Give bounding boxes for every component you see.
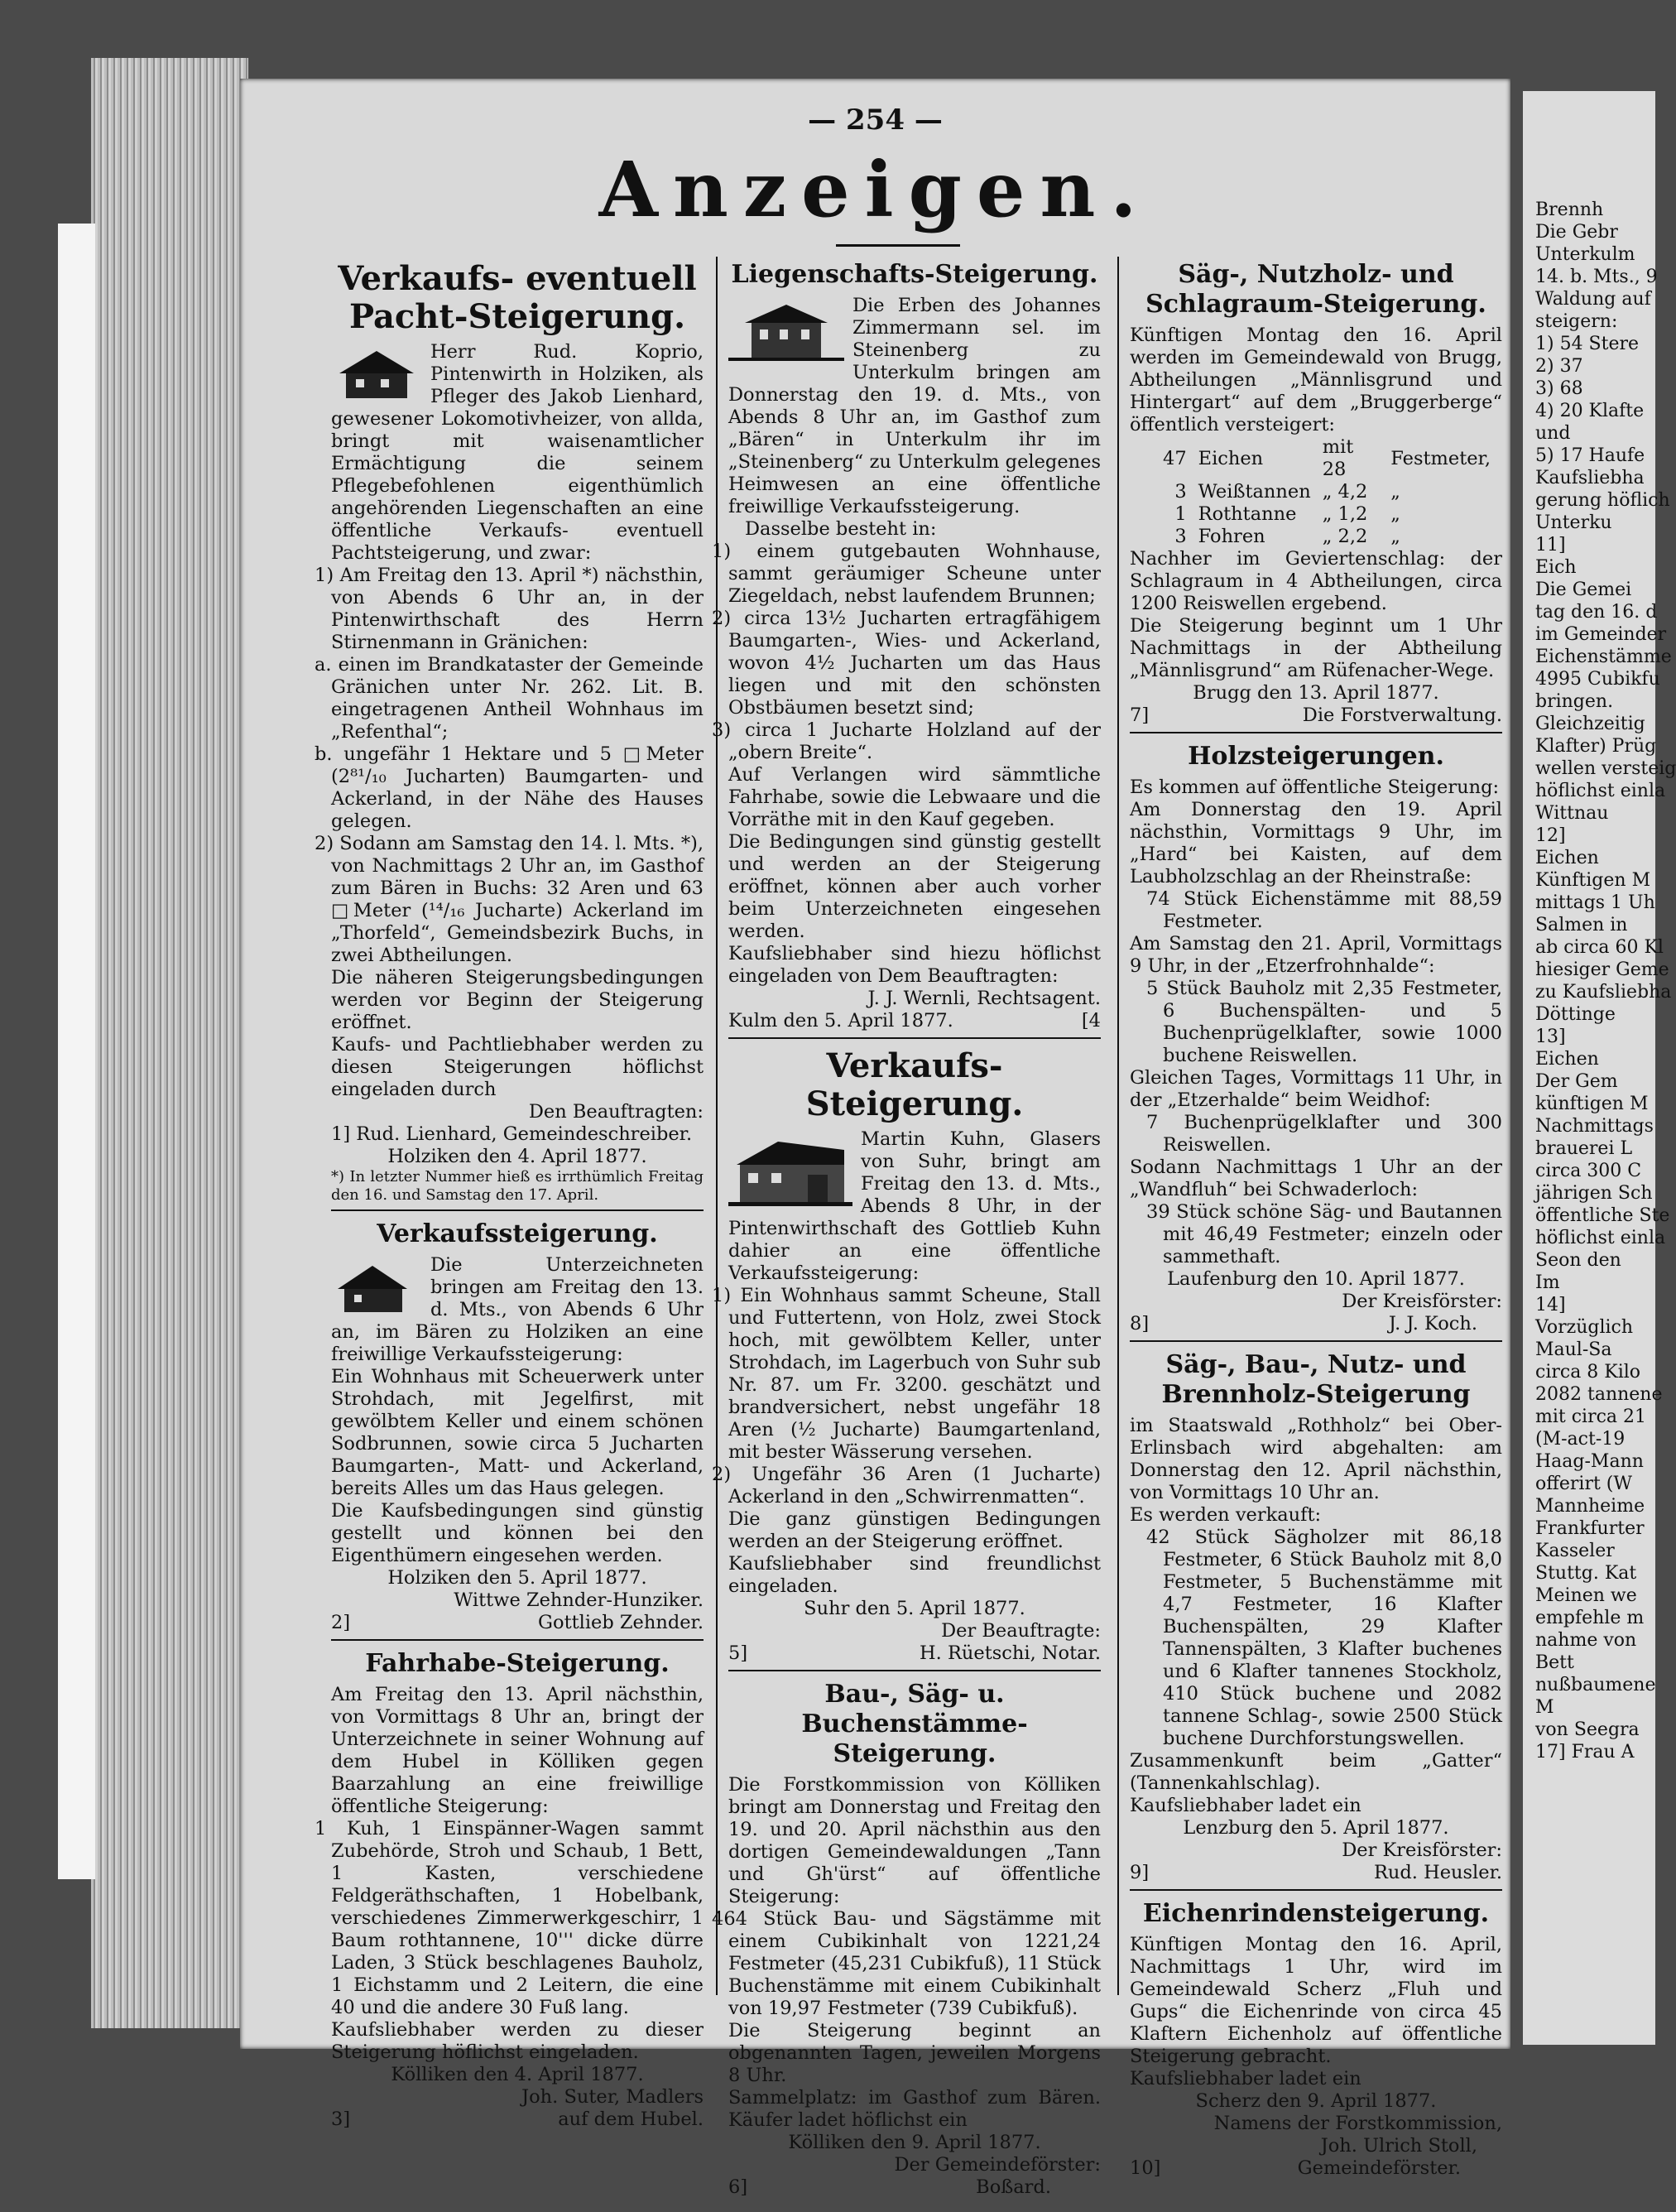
ad-text: Gleichen Tages, Vormittags 11 Uhr, in der „Etzerhalde“ beim Weidhof: [1130,1067,1502,1111]
ad-signer: J. J. Koch. [1388,1313,1477,1334]
ad-text: Auf Verlangen wird sämmtliche Fahrhabe, sowie die Lebwaare und die Vorräthe mit in den Kauf gegeben. [728,764,1101,830]
ad-signer: H. Rüetschi, Notar. [920,1642,1101,1664]
next-page-line: Haag-Mann [1535,1451,1644,1472]
ad-saeg-bau-nutz-brennholz [1130,1350,1502,1891]
next-page-line: zu Kaufsliebha [1535,982,1672,1003]
ad-title: Verkaufs- eventuell Pacht-Steigerung. [338,259,697,336]
ad-signer: Rud. Heusler. [1373,1862,1502,1883]
ad-text: Kaufsliebhaber sind hiezu höflichst eingeladen von Dem Beauftragten: [728,943,1101,987]
page-heading: Anzeigen. [598,145,1152,234]
column-divider [716,257,718,1995]
timber-table-cell: „ 2,2 [1322,526,1368,547]
timber-table-row [1163,436,1502,481]
ad-item: 7 Buchenprügelklafter und 300 Reiswellen. [1146,1112,1502,1156]
timber-table-cell: Festmeter, [1390,447,1491,469]
next-page-line: ab circa 60 Kl [1535,937,1664,958]
next-page-line: Eichen [1535,1049,1599,1070]
next-page-line: Bett [1535,1652,1574,1673]
ad-text: Es werden verkauft: [1130,1504,1322,1526]
next-page-line: empfehle m [1535,1608,1645,1628]
ad-date: Kölliken den 4. April 1877. [391,2064,644,2085]
ad-item: 464 Stück Bau- und Sägstämme mit einem Cubikinhalt von 1221,24 Festmeter (45,231 Cubikfuß), 11 Stück Buchenstämme mit einem Cubikinhalt von 19,97 Festmeter (739 Cubikfuß). [712,1908,1101,2019]
next-page-line: Eichen [1535,848,1599,868]
ad-text: Nachher im Geviertenschlag: der Schlagraum in 4 Abtheilungen, circa 1200 Reiswellen ergebend. [1130,548,1502,614]
next-page-line: Die Gebr [1535,222,1618,243]
next-page-line: offerirt (W [1535,1474,1632,1494]
ad-signer: Die Forstverwaltung. [1302,704,1502,726]
timber-table-row [1163,503,1502,526]
ad-item: 74 Stück Eichenstämme mit 88,59 Festmeter. [1146,888,1502,932]
house-woodcut-icon [331,1257,422,1315]
next-page-line: M [1535,1697,1554,1718]
next-page-line: im Gemeinder [1535,624,1667,645]
next-page-line: 17] Frau A [1535,1742,1635,1762]
ad-title: Säg-, Bau-, Nutz- und Brennholz-Steigerung [1161,1350,1471,1409]
next-page-line: höflichst einla [1535,781,1666,801]
ad-date: Kölliken den 9. April 1877. [788,2132,1041,2153]
next-page-line: nahme von [1535,1630,1637,1651]
next-page-line: jährigen Sch [1535,1183,1653,1204]
next-page-line: künftigen M [1535,1094,1649,1114]
ad-signer: Joh. Suter, Madlers [521,2086,704,2108]
ad-date: Lenzburg den 5. April 1877. [1183,1817,1449,1839]
next-page-line: 14] [1535,1295,1566,1315]
ad-date: Holziken den 4. April 1877. [387,1146,647,1167]
ad-eichenrindensteigerung [1130,1899,1502,2185]
ad-signer: Namens der Forstkommission, [1213,2113,1502,2134]
timber-table-cell: „ [1390,503,1400,525]
timber-table-cell: mit 28 [1322,436,1354,480]
ad-item: 2) Sodann am Samstag den 14. l. Mts. *), von Nachmittags 2 Uhr an, im Gasthof zum Bären in Buchs: 32 Aren und 63 □Meter (¹⁴/₁₆ Jucharte) Ackerland im „Thorfeld“, Gemeindsbezirk Buchs, in zwei Abtheilungen. [315,833,704,966]
next-page-line: nußbaumene [1535,1675,1656,1695]
ad-title: Säg-, Nutzholz- und Schlagraum-Steigerung. [1145,260,1486,319]
ad-liegenschafts-steigerung [712,260,1101,1039]
ad-signer-title: Der Kreisförster: [1342,1839,1502,1861]
ad-subitem: a. einen im Brandkataster der Gemeinde Gränichen unter Nr. 262. Lit. B. eingetragenen Antheil Wohnhaus im „Refenthal“; [315,654,704,743]
next-page-line: öffentliche Ste [1535,1205,1670,1226]
column-3 [1130,257,1502,2193]
ad-verkaufs-pacht-steigerung [315,259,704,1211]
ad-title: Bau-, Säg- u. Buchenstämme-Steigerung. [801,1680,1028,1768]
ad-item: 1) Ein Wohnhaus sammt Scheune, Stall und Futtertenn, von Holz, zwei Stock hoch, mit gewölbtem Keller, unter Strohdach, im Lagerbuch von Suhr sub Nr. 87. um Fr. 3200. geschätzt und brandversichert, nebst ungefähr 18 Aren (½ Jucharte) Baumgartenland, mit bester Wässerung versehen. [712,1285,1101,1463]
ad-ref: 8] [1130,1313,1150,1334]
book-page-edges [91,58,248,2028]
ad-signer: Boßard. [976,2176,1051,2198]
ad-date: Holziken den 5. April 1877. [387,1567,647,1589]
ad-text: Die Bedingungen sind günstig gestellt und werden an der Steigerung eröffnet, können aber auch vorher beim Unterzeichneten eingesehen werden. [728,831,1101,942]
ad-holzsteigerungen [1130,742,1502,1342]
ad-signer: Gemeindeförster. [1297,2157,1461,2179]
page-number: — 254 — [808,103,943,137]
next-page-line: 5) 17 Haufe [1535,445,1645,466]
ad-text: Am Freitag den 13. April nächsthin, von Vormittags 8 Uhr an, bringt der Unterzeichnete in seiner Wohnung auf dem Hubel in Kölliken gegen Baarzahlung an eine freiwillige öffentliche Steigerung: [331,1684,704,1817]
next-page-line: von Seegra [1535,1719,1640,1740]
ad-text: Die Forstkommission von Kölliken bringt am Donnerstag und Freitag den 19. und 20. April nächsthin aus den dortigen Gemeindewaldungen „Tann und Gh'ürst“ auf öffentliche Steigerung: [728,1774,1101,1907]
next-page-line: brauerei L [1535,1138,1633,1159]
next-page-line: Stuttg. Kat [1535,1563,1637,1584]
ad-footnote: *) In letzter Nummer hieß es irrthümlich Freitag den 16. und Samstag den 17. April. [331,1168,704,1204]
ad-text: Am Samstag den 21. April, Vormittags 9 Uhr, in der „Etzerfrohnhalde“: [1130,933,1502,977]
farmhouse-woodcut-icon [728,1132,852,1210]
next-page-line: Nachmittags [1535,1116,1654,1137]
ad-item: 39 Stück schöne Säg- und Bautannen mit 46,49 Festmeter; einzeln oder sammethaft. [1146,1201,1502,1267]
column-divider [1117,257,1119,1995]
timber-table-cell: „ 1,2 [1322,503,1368,525]
next-page-line: mit circa 21 [1535,1407,1647,1427]
ad-ref: 5] [728,1642,748,1664]
ad-item: 42 Stück Sägholzer mit 86,18 Festmeter, 6 Stück Bauholz mit 8,0 Festmeter, 5 Buchenstämme mit 4,7 Festmeter, 16 Klafter Buchenspälten, 29 Klafter Tannenspälten, 3 Klafter buchenes und 6 Klafter tannenes Stockholz, 410 Stück buchene und 2082 tannene Schlag-, sowie 2500 Stück buchene Durchforstungswellen. [1146,1527,1502,1749]
ad-text: Zusammenkunft beim „Gatter“ (Tannenkahlschlag). [1130,1750,1502,1794]
next-page-line: Meinen we [1535,1585,1637,1606]
ad-title: Eichenrindensteigerung. [1142,1899,1490,1928]
ad-text: Ein Wohnhaus mit Scheuerwerk unter Strohdach, mit Jegelfirst, mit gewölbtem Keller und einem schönen Sodbrunnen, sowie circa 5 Jucharten Baumgarten-, Matt- und Ackerland, bereits Alles um das Haus gelegen. [331,1366,704,1499]
ad-ref: 10] [1130,2157,1161,2179]
next-page-line: 14. b. Mts., 9 [1535,267,1658,287]
next-page-line: Unterku [1535,512,1612,533]
ad-signer: Wittwe Zehnder-Hunziker. [454,1589,704,1611]
next-page-line: mittags 1 Uh [1535,892,1655,913]
ad-title: Verkaufs-Steigerung. [805,1046,1024,1123]
next-page-line: Brennh [1535,200,1604,220]
ad-verkaufs-steigerung [712,1046,1101,1671]
ad-text: Dasselbe besteht in: [745,518,937,540]
timber-table-row [1163,526,1502,548]
next-page-line: 3) 68 [1535,378,1583,399]
timber-table-cell: „ [1390,526,1400,547]
ad-text: Kaufsliebhaber ladet ein [1130,1795,1361,1816]
ad-title: Liegenschafts-Steigerung. [731,260,1098,289]
ad-ref: 7] [1130,704,1150,726]
ad-date: Suhr den 5. April 1877. [804,1598,1025,1619]
next-page-line: Döttinge [1535,1004,1616,1025]
next-page-line: 2082 tannene [1535,1384,1663,1405]
ad-text: im Staatswald „Rothholz“ bei Ober-Erlinsbach wird abgehalten: am Donnerstag den 12. April nächsthin, von Vormittags 10 Uhr an. [1130,1415,1502,1503]
ad-text: Die ganz günstigen Bedingungen werden an der Steigerung eröffnet. [728,1508,1101,1552]
next-page-text [1523,91,1676,1763]
ad-item: 1) einem gutgebauten Wohnhause, sammt geräumiger Scheune unter Ziegeldach, nebst laufendem Brunnen; [712,541,1101,607]
ad-text: Die Erben des Johannes Zimmermann sel. im Steinenberg zu Unterkulm bringen am Donnerstag den 19. d. Mts., von Abends 8 Uhr an, im Gasthof zum „Bären“ in Unterkulm ihr im „Steinenberg“ zu Unterkulm gelegenes Heimwesen an eine öffentliche freiwillige Verkaufssteigerung. [728,295,1101,517]
ad-text: Herr Rud. Koprio, Pintenwirth in Holziken, als Pfleger des Jakob Lienhard, gewesener Lokomotivheizer, von allda, bringt mit waisenamtlicher Ermächtigung die seinem Pflegebefohlenen eigenthümlich angehörenden Liegenschaften an eine öffentliche Verkaufs- eventuell Pachtsteigerung, und zwar: [331,341,704,564]
ad-ref: 9] [1130,1862,1150,1883]
next-page-line: Unterkulm [1535,244,1635,265]
column-1 [315,257,704,2144]
next-page-line: höflichst einla [1535,1228,1666,1248]
next-page-line: Seon den [1535,1250,1621,1271]
ad-saeg-nutzholz-schlagraum [1130,260,1502,733]
ad-subitem: b. ungefähr 1 Hektare und 5 □Meter (2⁸¹/₁₀ Jucharten) Baumgarten- und Ackerland, in der Nähe des Hauses gelegen. [315,743,704,832]
ad-text: Kaufsliebhaber ladet ein [1130,2068,1361,2089]
next-page-line: Wittnau [1535,803,1609,824]
ad-text: Sammelplatz: im Gasthof zum Bären. Käufer ladet höflichst ein [728,2087,1101,2131]
ad-signer-title: Der Beauftragte: [941,1620,1101,1642]
ad-title: Holzsteigerungen. [1188,742,1444,771]
house-woodcut-icon [331,344,422,402]
next-page-line: Kaufsliebha [1535,468,1645,488]
ad-signer: Gottlieb Zehnder. [538,1612,704,1633]
ad-item: 3) circa 1 Jucharte Holzland auf der „obern Breite“. [712,719,1101,763]
heading-rule [836,244,960,247]
ad-signer: Joh. Ulrich Stoll, [1320,2135,1477,2157]
ad-date: Scherz den 9. April 1877. [1195,2090,1437,2112]
timber-table-row [1163,481,1502,503]
ad-text: Die Kaufsbedingungen sind günstig gestellt und können bei den Eigenthümern eingesehen werden. [331,1500,704,1566]
timber-table-cell: Eichen [1198,447,1264,469]
ad-signer: auf dem Hubel. [558,2109,704,2130]
ad-text: Die Unterzeichneten bringen am Freitag den 13. d. Mts., von Abends 6 Uhr an, im Bären zu Holziken an eine freiwillige Verkaufssteigerung: [331,1254,704,1365]
ad-text: Kaufs- und Pachtliebhaber werden zu diesen Steigerungen höflichst eingeladen durch [331,1034,704,1100]
ad-item: 1) Am Freitag den 13. April *) nächsthin, von Abends 6 Uhr an, in der Pintenwirthschaft des Herrn Stirnenmann in Gränichen: [315,565,704,653]
next-page-line: wellen versteig [1535,758,1676,779]
ad-date: Brugg den 13. April 1877. [1193,682,1439,704]
ad-text: Es kommen auf öffentliche Steigerung: [1130,777,1500,798]
next-page-line: Im [1535,1272,1560,1293]
ad-ref: 1] [331,1123,351,1145]
ad-signer: Rud. Lienhard, Gemeindeschreiber. [356,1123,693,1145]
ad-signer: J. J. Wernli, Rechtsagent. [867,988,1101,1009]
newspaper-page [240,79,1510,2198]
villa-woodcut-icon [728,298,844,364]
ad-item: 1 Kuh, 1 Einspänner-Wagen sammt Zubehörde, Stroh und Schaub, 1 Bett, 1 Kasten, verschiedene Feldgeräthschaften, 1 Hobelbank, verschiedenes Zimmerwerkgeschirr, 1 Baum rothtannene, 10''' dicke dürre Laden, 3 Stück beschlagenes Bauholz, 1 Eichstamm und 2 Leitern, die eine 40 und die andere 30 Fuß lang. [315,1818,704,2018]
next-page-line: Vorzüglich [1535,1317,1634,1338]
book-gutter [58,224,95,1879]
ad-text: Künftigen Montag den 16. April werden im Gemeindewald von Brugg, Abtheilungen „Männlisgrund und Hintergart“ auf dem „Bruggerberge“ öffentlich versteigert: [1130,325,1502,435]
next-page-line: Waldung auf [1535,289,1651,310]
ad-text: Die Steigerung beginnt an obgenannten Tagen, jeweilen Morgens 8 Uhr. [728,2020,1101,2086]
next-page-line: bringen. [1535,691,1614,712]
ad-date: Kulm den 5. April 1877. [728,1010,953,1031]
timber-table-cell: „ [1390,481,1400,503]
timber-table [1163,436,1502,548]
column-2 [712,257,1101,2212]
ad-text: Martin Kuhn, Glasers von Suhr, bringt am Freitag den 13. d. Mts., Abends 8 Uhr, in der Pintenwirthschaft des Gottlieb Kuhn dahier an eine öffentliche Verkaufssteigerung: [728,1128,1101,1284]
next-page-line: Eich [1535,557,1577,578]
ad-text: Künftigen Montag den 16. April, Nachmittags 1 Uhr, wird im Gemeindewald Scherz „Fluh und Gups“ die Eichenrinde von circa 45 Klaftern Eichenholz auf öffentliche Steigerung gebracht. [1130,1934,1502,2067]
next-page-line: 1) 54 Stere [1535,334,1640,354]
timber-table-cell: 3 [1174,526,1187,547]
ad-text: Am Donnerstag den 19. April nächsthin, Vormittags 9 Uhr, im „Hard“ bei Kaisten, auf dem Laubholzschlag an der Rheinstraße: [1130,799,1502,887]
ad-fahrhabe-steigerung [315,1649,704,2136]
ad-text: Kaufsliebhaber werden zu dieser Steigerung höflichst eingeladen. [331,2019,704,2063]
next-page-line: 11] [1535,535,1566,555]
next-page-line: steigern: [1535,311,1618,332]
next-page-line: Klafter) Prüg [1535,736,1657,757]
ad-text: Die näheren Steigerungsbedingungen werden vor Beginn der Steigerung eröffnet. [331,967,704,1033]
next-page-line: Maul-Sa [1535,1339,1612,1360]
ad-text: Sodann Nachmittags 1 Uhr an der „Wandfluh“ bei Schwaderloch: [1130,1156,1502,1200]
next-page-line: Der Gem [1535,1071,1618,1092]
next-page-line: tag den 16. d [1535,602,1658,623]
next-page-line: 4) 20 Klafte [1535,401,1645,421]
next-page-line: gerung höflich [1535,490,1670,511]
ad-signer-title: Den Beauftragten: [528,1101,704,1123]
next-page-line: und [1535,423,1571,444]
timber-table-cell: Fohren [1198,526,1265,547]
ad-ref: 3] [331,2109,351,2130]
timber-table-cell: 3 [1174,481,1187,503]
ad-ref: 2] [331,1612,351,1633]
next-page-line: Eichenstämme [1535,647,1672,667]
ad-bau-saeg-buchenstaemme [712,1680,1101,2204]
ad-ref: [4 [1081,1010,1101,1031]
next-page-line: Gleichzeitig [1535,714,1645,734]
timber-table-cell: 47 [1163,447,1187,469]
ad-signer-title: Der Kreisförster: [1342,1291,1502,1312]
next-page-line: Frankfurter [1535,1518,1645,1539]
next-page-line: circa 8 Kilo [1535,1362,1641,1382]
next-page-line: Künftigen M [1535,870,1651,891]
next-page-line: 4995 Cubikfu [1535,669,1660,690]
ad-ref: 6] [728,2176,748,2198]
timber-table-cell: Rothtanne [1198,503,1297,525]
ad-item: 2) Ungefähr 36 Aren (1 Jucharte) Ackerland in den „Schwirrenmatten“. [712,1464,1101,1508]
timber-table-cell: 1 [1174,503,1187,525]
ad-title: Fahrhabe-Steigerung. [365,1649,670,1678]
next-page-line: (M-act-19 [1535,1429,1626,1450]
next-page-line: Kasseler [1535,1541,1615,1561]
timber-table-cell: Weißtannen [1198,481,1311,503]
ad-item: 5 Stück Bauholz mit 2,35 Festmeter, 6 Buchenspälten- und 5 Buchenprügelklafter, sowie 1000 buchene Reiswellen. [1146,978,1502,1066]
next-page-line: hiesiger Geme [1535,959,1669,980]
next-page-line: Salmen in [1535,915,1628,935]
ad-signer-title: Der Gemeindeförster: [894,2154,1101,2176]
next-page-line: 13] [1535,1027,1566,1047]
next-page-line: Mannheime [1535,1496,1645,1517]
next-page-fragment [1523,91,1676,2045]
ad-text: Kaufsliebhaber sind freundlichst eingeladen. [728,1553,1101,1597]
timber-table-cell: „ 4,2 [1322,481,1368,503]
ad-date: Laufenburg den 10. April 1877. [1167,1268,1465,1290]
ad-verkaufssteigerung [331,1219,704,1641]
next-page-line: circa 300 C [1535,1161,1642,1181]
ad-title: Verkaufssteigerung. [377,1219,658,1248]
next-page-line: 2) 37 [1535,356,1583,377]
ad-text: Die Steigerung beginnt um 1 Uhr Nachmittags in der Abtheilung „Männlisgrund“ am Rüfenacher-Wege. [1130,615,1502,681]
next-page-line: Die Gemei [1535,579,1632,600]
ad-item: 2) circa 13½ Jucharten ertragfähigem Baumgarten-, Wies- und Ackerland, wovon 4½ Jucharten um das Haus liegen und mit den schönsten Obstbäumen besetzt sind; [712,608,1101,719]
next-page-line: 12] [1535,825,1566,846]
